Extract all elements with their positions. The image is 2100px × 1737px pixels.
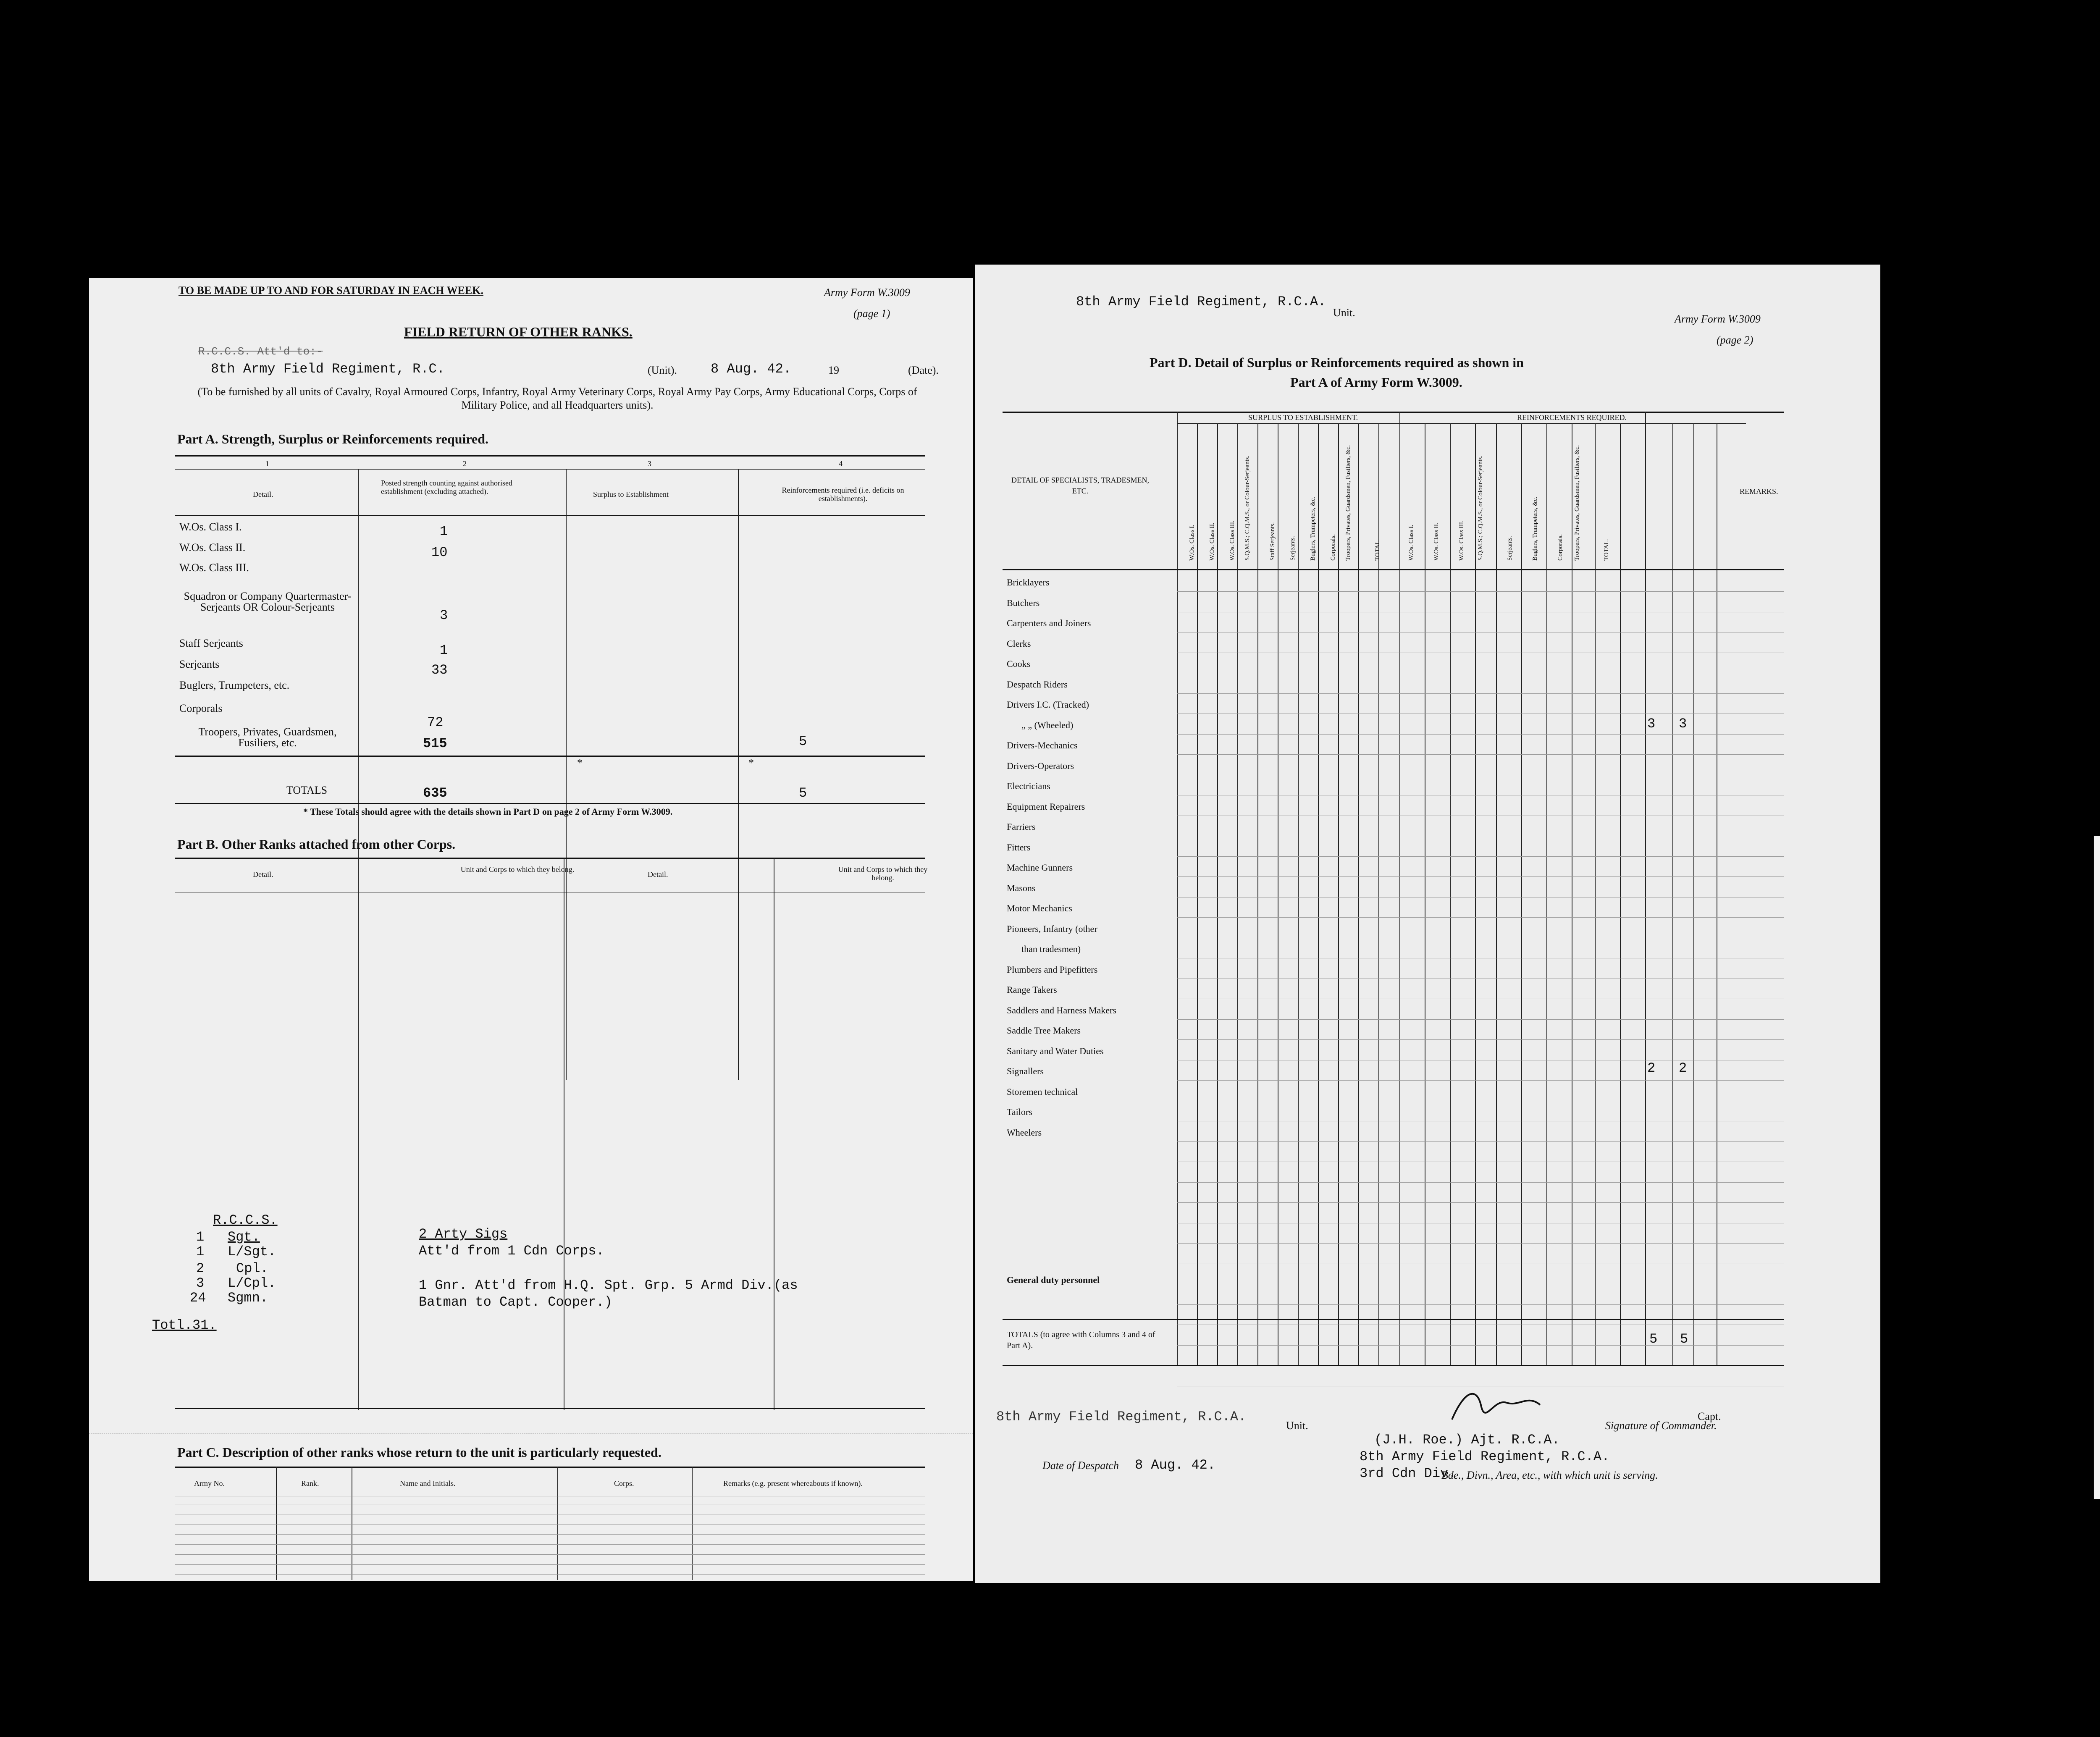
trade-label: Cooks [1007, 659, 1031, 669]
row-posted: 10 [431, 545, 448, 560]
unit-bottom: 8th Army Field Regiment, R.C.A. [996, 1409, 1247, 1425]
grid-row-line [175, 1534, 925, 1535]
serving-label: Bde., Divn., Area, etc., with which unit is serving. [1441, 1469, 1658, 1481]
reinf-col-header: TOTAL. [1603, 539, 1610, 561]
asterisk-mark: * [748, 757, 754, 769]
trade-label: „ „ (Wheeled) [1021, 719, 1074, 730]
surplus-col-header: S.Q.M.S.; C.Q.M.S., or Colour-Serjeants. [1244, 455, 1251, 561]
part-b-heading: Part B. Other Ranks attached from other Corps. [177, 837, 456, 852]
trade-label: Butchers [1007, 597, 1040, 608]
signallers-total: 2 [1679, 1060, 1687, 1076]
date-year: 19 [828, 364, 839, 376]
archive-reference-label [2094, 836, 2100, 1499]
reinf-col-header: Troopers, Privates, Guardsmen, Fusiliers, &c. [1574, 445, 1580, 561]
general-duty-label: General duty personnel [1007, 1275, 1100, 1285]
entry-rank: Cpl. [236, 1261, 268, 1276]
row-posted: 33 [431, 662, 448, 678]
part-c-header-name: Name and Initials. [400, 1479, 456, 1488]
grid-column-line [1197, 423, 1198, 1365]
entry-count: 1 [196, 1244, 205, 1259]
date-label: (Date). [908, 364, 939, 376]
grid-row-line [175, 1544, 925, 1545]
part-b-header-unit-2: Unit and Corps to which they belong. [838, 865, 928, 882]
trade-label: Sanitary and Water Duties [1007, 1045, 1104, 1056]
capt-label: Capt. [1698, 1410, 1721, 1422]
trade-label: Drivers I.C. (Tracked) [1007, 699, 1089, 710]
grid-column-line [1399, 412, 1400, 1365]
grid-column-line [1546, 423, 1547, 1365]
row-posted: 515 [423, 736, 447, 751]
surplus-col-header: Buglers, Trumpeters, &c. [1310, 496, 1316, 561]
grid-column-line [1595, 423, 1596, 1365]
reinf-col-header: Buglers, Trumpeters, &c. [1532, 496, 1538, 561]
grid-column-line [1378, 423, 1379, 1365]
grid-column-line [1217, 423, 1218, 1365]
struck-typed-text: R.C.C.S. Att'd to:- [198, 345, 323, 358]
grid-column-line [1358, 423, 1359, 1365]
grid-column-line [1693, 423, 1694, 1365]
entry-count: 3 [196, 1275, 205, 1291]
part-c-header-army-no: Army No. [194, 1479, 225, 1488]
unit-value: 8th Army Field Regiment, R.C.A. [1076, 294, 1326, 310]
entry-rank: L/Cpl. [228, 1275, 276, 1291]
trade-label: Despatch Riders [1007, 679, 1068, 690]
grid-column-line [1450, 423, 1451, 1365]
grid-row-line [1177, 1182, 1784, 1183]
page-label: (page 1) [853, 307, 890, 320]
col-header-detail: Detail. [253, 490, 273, 499]
grid-row-line [1177, 591, 1784, 592]
grid-column-line [1257, 423, 1258, 1365]
totals-reinforcements: 5 [799, 785, 807, 801]
reinf-col-header: Serjeants. [1507, 536, 1513, 561]
trade-label: Electricians [1007, 781, 1050, 791]
trade-label: Machine Gunners [1007, 862, 1073, 873]
part-b-note-2: Att'd from 1 Cdn Corps. [419, 1243, 604, 1259]
grid-column-line [1475, 423, 1476, 1365]
entry-rank: Sgmn. [228, 1290, 268, 1306]
totals-total: 5 [1680, 1331, 1688, 1347]
trade-label: Range Takers [1007, 984, 1057, 995]
grid-row-line [1177, 1243, 1784, 1244]
grid-row-line [175, 1574, 925, 1575]
reinf-col-header: W.Os. Class II. [1433, 522, 1440, 561]
trade-label: Bricklayers [1007, 577, 1050, 588]
form-number: Army Form W.3009 [824, 286, 910, 299]
part-b-total: Totl.31. [152, 1317, 217, 1333]
signature-label: Signature of Commander. [1605, 1420, 1717, 1432]
part-a-footnote: * These Totals should agree with the details shown in Part D on page 2 of Army Form W.3009. [303, 806, 673, 817]
trade-label: Saddle Tree Makers [1007, 1025, 1081, 1036]
wheeled-troopers: 3 [1647, 716, 1656, 732]
row-detail: Corporals [179, 702, 223, 714]
col-num-3: 3 [648, 459, 651, 468]
grid-row-line [1177, 1141, 1784, 1142]
grid-row-line [175, 1564, 925, 1565]
row-posted: 72 [427, 715, 444, 730]
grid-column-line [1338, 423, 1339, 1365]
reinf-col-header: W.Os. Class I. [1408, 525, 1415, 561]
trade-label: Drivers-Operators [1007, 760, 1074, 771]
trade-label: Tailors [1007, 1107, 1032, 1117]
row-reinforcements: 5 [799, 734, 807, 749]
unit-value: 8th Army Field Regiment, R.C. [211, 361, 445, 377]
row-detail: Buglers, Trumpeters, etc. [179, 679, 290, 691]
grid-row-line [1177, 734, 1784, 735]
row-posted: 3 [440, 608, 448, 623]
part-b-header-unit: Unit and Corps to which they belong. [460, 865, 575, 874]
trade-label: Plumbers and Pipefitters [1007, 964, 1098, 975]
part-b-corps: R.C.C.S. [213, 1212, 278, 1228]
surplus-col-header: Corporals. [1330, 534, 1336, 561]
trade-label: Farriers [1007, 821, 1036, 832]
asterisk-mark: * [577, 757, 583, 769]
surplus-col-header: W.Os. Class II. [1209, 522, 1215, 561]
reinf-col-header: S.Q.M.S.; C.Q.M.S., or Colour-Serjeants. [1477, 455, 1484, 561]
part-b-note-3: 1 Gnr. Att'd from H.Q. Spt. Grp. 5 Armd Div.(as [419, 1278, 798, 1293]
formation: 3rd Cdn Div. [1360, 1466, 1457, 1481]
detail-header: DETAIL OF SPECIALISTS, TRADESMEN, ETC. [1011, 476, 1150, 495]
surplus-col-header: Troopers, Privates, Guardsmen, Fusiliers, &c. [1345, 445, 1352, 561]
surplus-col-header: Staff Serjeants. [1269, 522, 1276, 561]
row-detail: W.Os. Class I. [179, 521, 242, 533]
part-d-title-2: Part A of Army Form W.3009. [1290, 375, 1462, 390]
trade-label: Masons [1007, 882, 1036, 893]
row-posted: 1 [440, 643, 448, 658]
part-c-header-rank: Rank. [301, 1479, 319, 1488]
signature [1448, 1382, 1557, 1428]
unit-bottom-label: Unit. [1286, 1420, 1308, 1432]
grid-row-line [1177, 917, 1784, 918]
remarks-header: REMARKS. [1740, 487, 1778, 496]
totals-label: TOTALS [286, 784, 328, 796]
part-a-heading: Part A. Strength, Surplus or Reinforcements required. [177, 431, 489, 446]
grid-column-line [1177, 412, 1178, 1365]
grid-row-line [1177, 1019, 1784, 1020]
row-detail: Troopers, Privates, Guardsmen, Fusiliers, etc. [198, 726, 337, 749]
part-b-note-1: 2 Arty Sigs [419, 1226, 508, 1242]
col-header-reinforcements: Reinforcements required (i.e. deficits on establishments). [782, 486, 904, 503]
unit-label: (Unit). [648, 364, 677, 376]
col-num-1: 1 [265, 459, 269, 468]
surplus-col-header: W.Os. Class III. [1229, 520, 1236, 561]
entry-count: 2 [196, 1261, 205, 1276]
form-title: FIELD RETURN OF OTHER RANKS. [404, 324, 633, 339]
grid-column-line [1645, 412, 1646, 1365]
row-detail: Serjeants [179, 658, 220, 670]
trade-label: than tradesmen) [1021, 944, 1081, 954]
grid-column-line [1620, 423, 1621, 1365]
date-value: 8 Aug. 42. [711, 361, 792, 377]
page-label: (page 2) [1717, 334, 1754, 346]
grid-row-line [1177, 1345, 1784, 1346]
trade-label: Storemen technical [1007, 1086, 1078, 1097]
totals-troopers: 5 [1649, 1331, 1658, 1347]
trade-label: Wheelers [1007, 1127, 1042, 1138]
trade-label: Drivers-Mechanics [1007, 740, 1078, 750]
surplus-col-header: W.Os. Class I. [1189, 525, 1195, 561]
trade-label: Signallers [1007, 1066, 1044, 1076]
form-number: Army Form W.3009 [1675, 313, 1761, 325]
col-header-posted: Posted strength counting against authorised establishment (excluding attached). [381, 479, 512, 496]
entry-rank: Sgt. [228, 1229, 260, 1245]
grid-row-line [1177, 1039, 1784, 1040]
grid-row-line [1177, 754, 1784, 755]
grid-row-line [175, 1554, 925, 1555]
row-detail: W.Os. Class III. [179, 562, 249, 574]
grid-column-line [1521, 423, 1522, 1365]
officer-unit: 8th Army Field Regiment, R.C.A. [1360, 1449, 1610, 1464]
unit-label: Unit. [1333, 307, 1355, 319]
grid-row-line [1177, 876, 1784, 877]
grid-row-line [1177, 1304, 1784, 1305]
grid-column-line [1298, 423, 1299, 1365]
grid-row-line [1177, 1080, 1784, 1081]
col-num-2: 2 [463, 459, 467, 468]
form-page-1 [89, 278, 973, 1581]
top-note: TO BE MADE UP TO AND FOR SATURDAY IN EACH WEEK. [178, 284, 483, 296]
part-c-header-corps: Corps. [614, 1479, 634, 1488]
entry-count: 1 [196, 1229, 205, 1245]
part-d-title-1: Part D. Detail of Surplus or Reinforcements required as shown in [1150, 355, 1524, 370]
entry-rank: L/Sgt. [228, 1244, 276, 1259]
trade-label: Motor Mechanics [1007, 903, 1072, 913]
trade-label: Saddlers and Harness Makers [1007, 1005, 1116, 1015]
signallers-troopers: 2 [1647, 1060, 1656, 1076]
part-b-header-detail: Detail. [253, 870, 273, 879]
form-page-2 [975, 265, 1880, 1583]
reinf-col-header: W.Os. Class III. [1458, 520, 1465, 561]
part-c-heading: Part C. Description of other ranks whose return to the unit is particularly requested. [177, 1445, 662, 1460]
grid-column-line [1318, 423, 1319, 1365]
row-detail: Squadron or Company Quartermaster-Serjeants OR Colour-Serjeants [184, 590, 352, 613]
reinf-col-header: Corporals. [1557, 534, 1564, 561]
grid-column-line [1496, 423, 1497, 1365]
grid-column-line [1237, 423, 1238, 1365]
row-posted: 1 [440, 524, 448, 539]
grid-row-line [1177, 693, 1784, 694]
grid-row-line [1177, 1202, 1784, 1203]
row-detail: W.Os. Class II. [179, 541, 246, 554]
officer-name: (J.H. Roe.) Ajt. R.C.A. [1374, 1432, 1560, 1448]
totals-posted: 635 [423, 785, 447, 801]
row-detail: Staff Serjeants [179, 637, 243, 649]
instructions: (To be furnished by all units of Cavalry, Royal Armoured Corps, Infantry, Royal Army Veterinary Corps, Royal Army Pay Corps, Army Educational Corps, Corps of Military Police, and all Headquarters units). [197, 386, 917, 411]
part-b-header-detail-2: Detail. [648, 870, 668, 879]
despatch-label: Date of Despatch [1042, 1459, 1119, 1472]
trade-label: Pioneers, Infantry (other [1007, 923, 1097, 934]
totals-label: TOTALS (to agree with Columns 3 and 4 of Part A). [1007, 1330, 1155, 1350]
surplus-header: SURPLUS TO ESTABLISHMENT. [1248, 413, 1358, 422]
surplus-col-header: Serjeants. [1289, 536, 1296, 561]
part-b-note-4: Batman to Capt. Cooper.) [419, 1294, 612, 1310]
trade-label: Fitters [1007, 842, 1031, 853]
surplus-col-header: TOTAL. [1374, 539, 1381, 561]
despatch-value: 8 Aug. 42. [1135, 1457, 1216, 1473]
reinforcements-header: REINFORCEMENTS REQUIRED. [1517, 413, 1627, 422]
trade-label: Clerks [1007, 638, 1031, 649]
wheeled-total: 3 [1679, 716, 1687, 732]
part-c-header-remarks: Remarks (e.g. present whereabouts if known). [723, 1479, 863, 1488]
entry-count: 24 [190, 1290, 206, 1306]
trade-label: Carpenters and Joiners [1007, 618, 1091, 628]
grid-column-line [1672, 423, 1673, 1365]
col-num-4: 4 [839, 459, 843, 468]
trade-label: Equipment Repairers [1007, 801, 1085, 812]
grid-row-line [1177, 856, 1784, 857]
col-header-surplus: Surplus to Establishment [593, 490, 669, 499]
